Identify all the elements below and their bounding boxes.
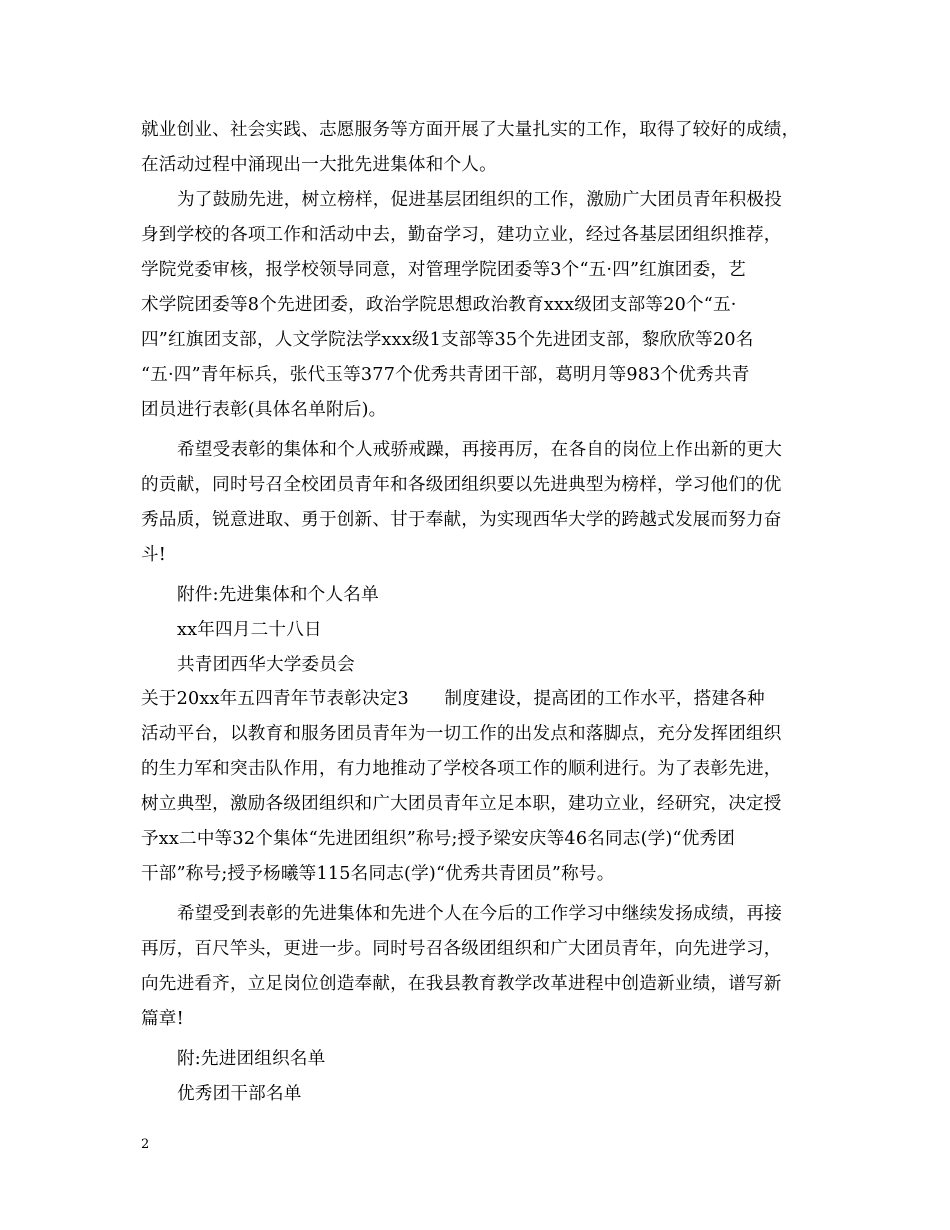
text-line: 活动平台，以教育和服务团员青年为一切工作的出发点和落脚点，充分发挥团组织 <box>141 724 782 744</box>
paragraph-first-line: 希望受到表彰的先进集体和先进个人在今后的工作学习中继续发扬成绩，再接 <box>177 904 782 924</box>
paragraph-first-line: 为了鼓励先进，树立榜样，促进基层团组织的工作，激励广大团员青年积极投 <box>177 190 782 210</box>
text-line: 在活动过程中涌现出一大批先进集体和个人。 <box>141 155 497 175</box>
text-line: 学院党委审核，报学校领导同意，对管理学院团委等3个“五·四”红旗团委，艺 <box>141 260 746 280</box>
text-line: 秀品质，锐意进取、勇于创新、甘于奉献，为实现西华大学的跨越式发展而努力奋 <box>141 510 782 530</box>
attachment-line: 优秀团干部名单 <box>177 1084 302 1104</box>
text-line: 的生力军和突击队作用，有力地推动了学校各项工作的顺利进行。为了表彰先进， <box>141 759 782 779</box>
text-line: 予xx二中等32个集体“先进团组织”称号;授予梁安庆等46名同志(学)“优秀团 <box>141 829 736 849</box>
attachment-line: 附:先进团组织名单 <box>177 1049 326 1069</box>
text-line: 树立典型，激励各级团组织和广大团员青年立足本职，建功立业，经研究，决定授 <box>141 794 782 814</box>
text-line: 团员进行表彰(具体名单附后)。 <box>141 400 387 420</box>
paragraph-first-line: 希望受表彰的集体和个人戒骄戒躁，再接再厉，在各自的岗位上作出新的更大 <box>177 440 782 460</box>
text-line: 再厉，百尺竿头，更进一步。同时号召各级团组织和广大团员青年，向先进学习， <box>141 939 782 959</box>
signature-line: 共青团西华大学委员会 <box>177 655 355 675</box>
text-line: 干部”称号;授予杨曦等115名同志(学)“优秀共青团员”称号。 <box>141 864 615 884</box>
section-heading-line: 关于20xx年五四青年节表彰决定3 制度建设，提高团的工作水平，搭建各种 <box>141 689 765 709</box>
date-line: xx年四月二十八日 <box>177 620 322 640</box>
text-line: 篇章! <box>141 1009 184 1029</box>
text-line: 四”红旗团支部，人文学院法学xxx级1支部等35个先进团支部，黎欣欣等20名 <box>141 330 754 350</box>
text-line: 向先进看齐，立足岗位创造奉献，在我县教育教学改革进程中创造新业绩，谱写新 <box>141 974 782 994</box>
text-line: “五·四”青年标兵，张代玉等377个优秀共青团干部，葛明月等983个优秀共青 <box>141 365 750 385</box>
page-number: 2 <box>141 1137 150 1152</box>
text-line: 的贡献，同时号召全校团员青年和各级团组织要以先进典型为榜样，学习他们的优 <box>141 475 782 495</box>
text-line: 术学院团委等8个先进团委，政治学院思想政治教育xxx级团支部等20个“五· <box>141 295 737 315</box>
text-line: 就业创业、社会实践、志愿服务等方面开展了大量扎实的工作，取得了较好的成绩， <box>141 120 800 140</box>
text-line: 身到学校的各项工作和活动中去，勤奋学习，建功立业，经过各基层团组织推荐， <box>141 225 782 245</box>
text-line: 斗! <box>141 545 167 565</box>
attachment-line: 附件:先进集体和个人名单 <box>177 585 379 605</box>
